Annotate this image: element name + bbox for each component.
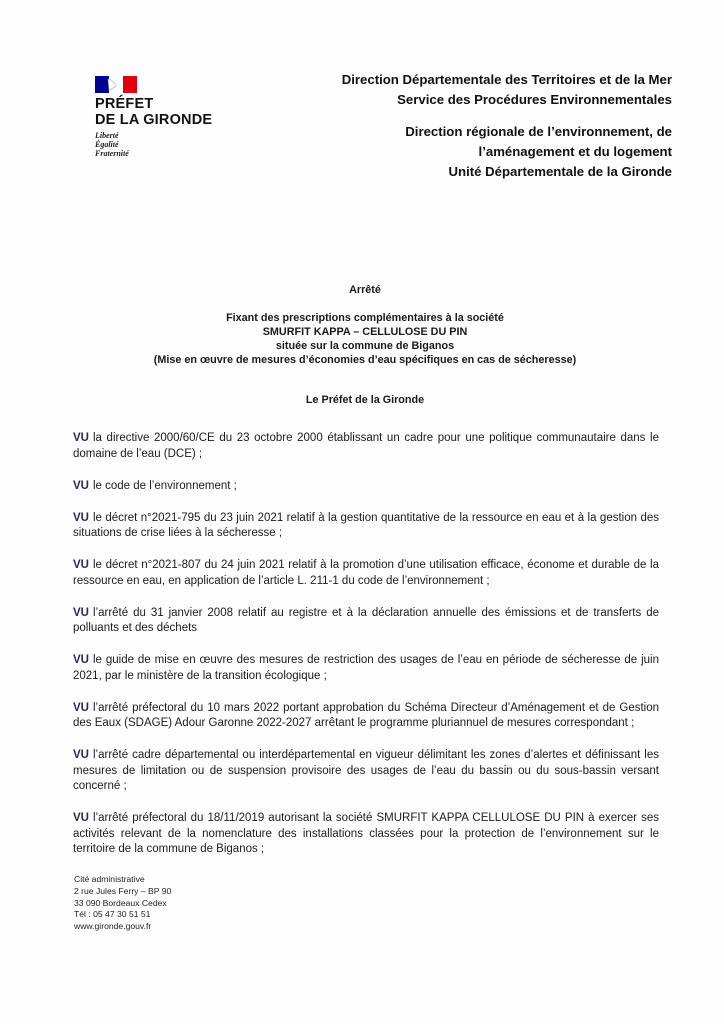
footer-website-link[interactable]: www.gironde.gouv.fr (74, 921, 152, 932)
footer-street: 2 rue Jules Ferry – BP 90 (74, 885, 172, 896)
vu-label: VU (73, 749, 89, 761)
vu-paragraph (73, 811, 659, 858)
marianne-flag-icon (95, 76, 137, 93)
vu-label: VU (73, 812, 89, 824)
header-dreal-1: Direction régionale de l’environnement, de (405, 124, 672, 139)
vu-text: le guide de mise en œuvre des mesures de restriction des usages de l’eau en période de sécheresse de juin 2021, par le ministère de la transition écologique ; (73, 654, 659, 682)
vu-label: VU (73, 654, 89, 666)
motto-egalite: Égalité (95, 140, 119, 149)
title-location: située sur la commune de Biganos (275, 340, 455, 352)
vu-paragraph (73, 511, 659, 542)
footer-building: Cité administrative (74, 874, 145, 884)
vu-text: le code de l’environnement ; (92, 479, 237, 492)
vu-text: la directive 2000/60/CE du 23 octobre 2000 établissant un cadre pour une politique communautaire dans le domaine de l’eau (DCE) ; (73, 432, 659, 460)
vu-paragraph (73, 701, 659, 732)
footer-phone: Tél : 05 47 30 51 51 (74, 909, 151, 920)
vu-text: l’arrêté préfectoral du 18/11/2019 autorisant la société SMURFIT KAPPA CELLULOSE DU PIN à exercer ses activités relevant de la nomenclature des installations classées pour la protection de l’environnement sur le territoire de la commune de Biganos ; (73, 812, 659, 855)
motto-fraternite: Fraternité (95, 149, 129, 158)
considerations-list (73, 431, 659, 874)
prefet-heading: Le Préfet de la Gironde (305, 394, 425, 406)
header-service: Service des Procédures Environnementales (397, 92, 672, 107)
issuing-authority-header (252, 70, 672, 182)
vu-label: VU (73, 479, 89, 492)
vu-text: le décret n°2021-795 du 23 juin 2021 relatif à la gestion quantitative de la ressource en eau et à la gestion des situations de crise liées à la sécheresse ; (73, 511, 659, 539)
vu-text: l’arrêté cadre départemental ou interdépartemental en vigueur délimitant les zones d’alertes et définissant les mesures de limitation ou de suspension provisoire des usages de l’eau du bassin ou du sous-bassin versant concerné ; (73, 749, 659, 792)
vu-paragraph (73, 653, 659, 684)
footer-city: 33 090 Bordeaux Cedex (74, 897, 167, 908)
vu-label: VU (73, 511, 89, 524)
logo-title-line2: DE LA GIRONDE (95, 112, 213, 128)
motto-liberte: Liberté (95, 131, 119, 140)
prefecture-logo (95, 76, 235, 158)
vu-paragraph (73, 606, 659, 637)
title-line1: Fixant des prescriptions complémentaires à la société (226, 312, 504, 324)
motto (95, 131, 235, 158)
header-ud-gironde: Unité Départementale de la Gironde (448, 164, 672, 179)
vu-label: VU (73, 606, 89, 619)
header-dreal-2: l’aménagement et du logement (478, 144, 672, 159)
address-footer (74, 874, 171, 933)
vu-label: VU (73, 701, 89, 714)
vu-paragraph (73, 431, 659, 462)
arrete-heading: Arrêté (349, 284, 381, 296)
vu-label: VU (73, 432, 89, 444)
header-ddtm: Direction Départementale des Territoires et de la Mer (341, 72, 672, 87)
title-company: SMURFIT KAPPA – CELLULOSE DU PIN (262, 326, 468, 338)
vu-label: VU (73, 559, 89, 571)
vu-paragraph (73, 479, 659, 495)
vu-text: l’arrêté du 31 janvier 2008 relatif au registre et à la déclaration annuelle des émissions et de transferts de polluants et des déchets (73, 606, 659, 634)
vu-paragraph (73, 748, 659, 795)
decree-title (60, 283, 670, 367)
vu-paragraph (73, 558, 659, 589)
vu-text: le décret n°2021-807 du 24 juin 2021 relatif à la promotion d’une utilisation efficace, économe et durable de la ressource en eau, en application de l’article L. 211-1 du code de l’environnement ; (73, 559, 659, 587)
vu-text: l’arrêté préfectoral du 10 mars 2022 portant approbation du Schéma Directeur d’Aménagement et de Gestion des Eaux (SDAGE) Adour Garonne 2022-2027 arrêtant le programme pluriannuel de mesures correspondant ; (73, 701, 659, 729)
logo-title-line1: PRÉFET (95, 96, 154, 112)
title-subject: (Mise en œuvre de mesures d’économies d’eau spécifiques en cas de sécheresse) (153, 354, 577, 366)
